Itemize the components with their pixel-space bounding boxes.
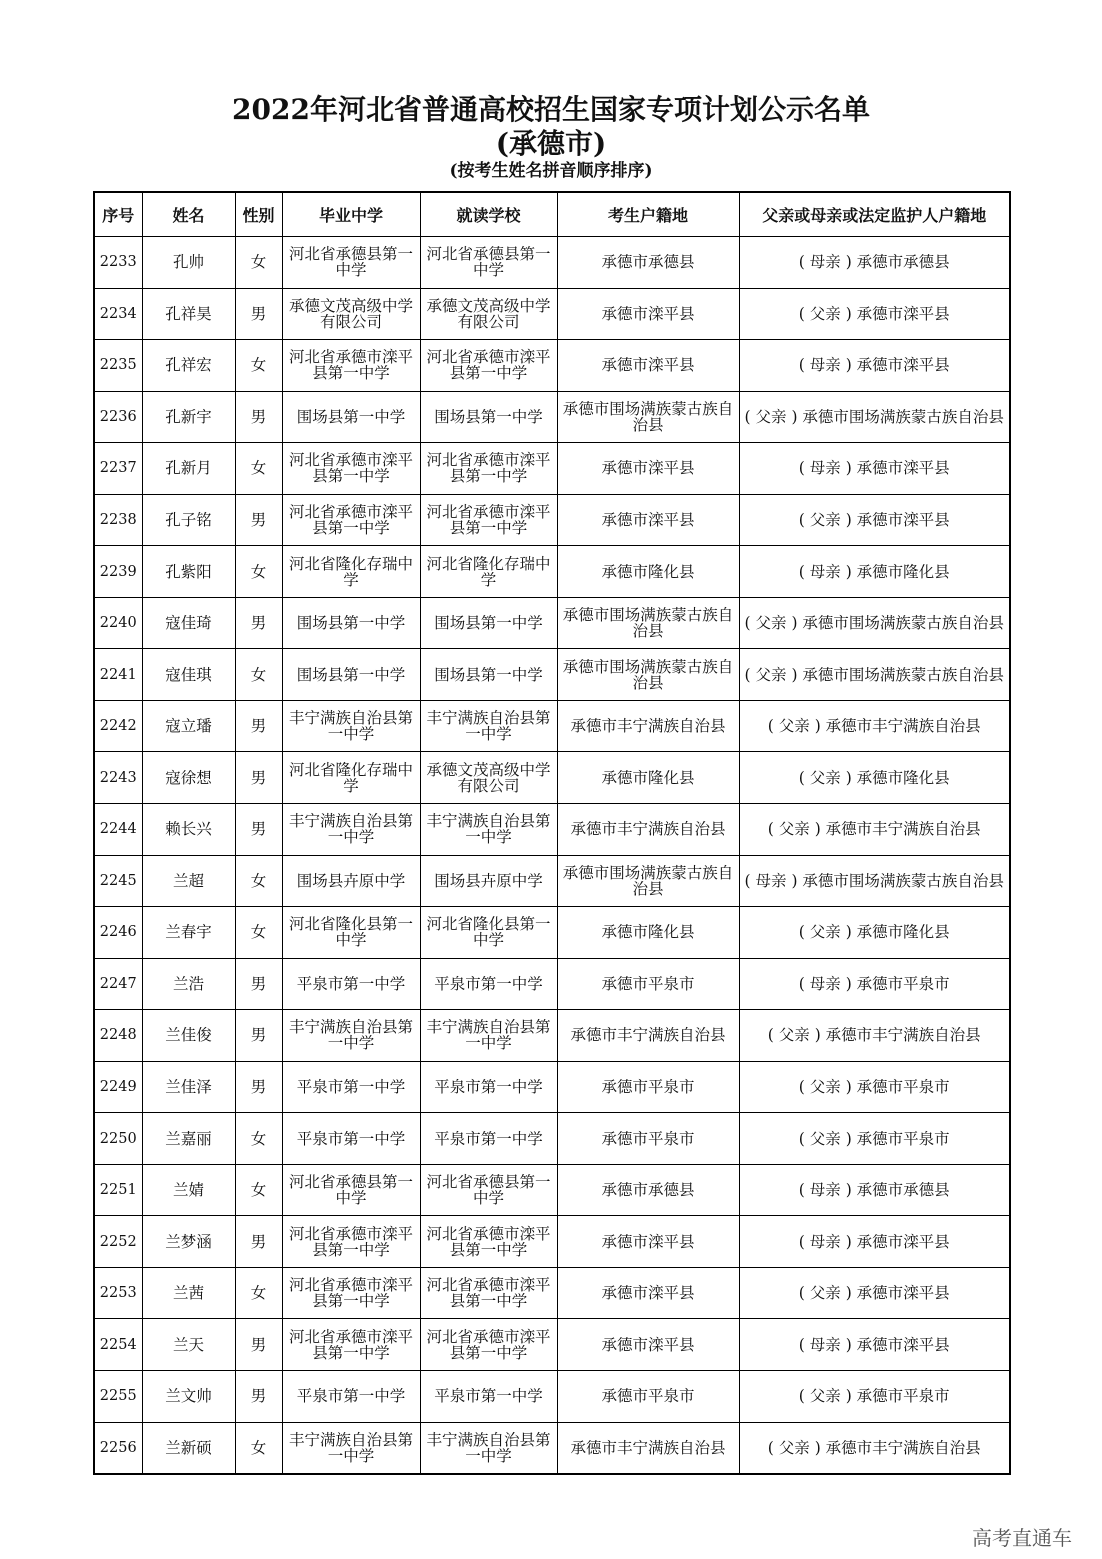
- cell-gender: 男: [235, 804, 282, 856]
- cell-serial: 2256: [94, 1422, 142, 1474]
- cell-current-school: 丰宁满族自治县第一中学: [420, 700, 557, 752]
- cell-gender: 男: [235, 958, 282, 1010]
- cell-student-hukou: 承德市滦平县: [557, 1267, 739, 1319]
- cell-current-school: 围场县第一中学: [420, 597, 557, 649]
- cell-current-school: 河北省承德市滦平县第一中学: [420, 1216, 557, 1268]
- cell-guardian-hukou: ( 母亲 ) 承德市承德县: [739, 1164, 1010, 1216]
- table-row: [94, 1164, 1010, 1216]
- cell-gender: 女: [235, 340, 282, 392]
- table-row: [94, 443, 1010, 495]
- cell-name: 孔祥宏: [142, 340, 235, 392]
- cell-current-school: 河北省承德县第一中学: [420, 1164, 557, 1216]
- cell-guardian-hukou: ( 父亲 ) 承德市滦平县: [739, 288, 1010, 340]
- cell-graduation-school: 河北省承德县第一中学: [282, 237, 420, 289]
- cell-student-hukou: 承德市隆化县: [557, 546, 739, 598]
- table-row: [94, 1113, 1010, 1165]
- cell-graduation-school: 平泉市第一中学: [282, 958, 420, 1010]
- cell-guardian-hukou: ( 母亲 ) 承德市滦平县: [739, 1216, 1010, 1268]
- cell-graduation-school: 河北省承德市滦平县第一中学: [282, 494, 420, 546]
- cell-student-hukou: 承德市丰宁满族自治县: [557, 700, 739, 752]
- cell-serial: 2253: [94, 1267, 142, 1319]
- table-row: [94, 1371, 1010, 1423]
- cell-current-school: 河北省承德市滦平县第一中学: [420, 340, 557, 392]
- header-current-school: 就读学校: [420, 192, 557, 237]
- cell-graduation-school: 河北省隆化存瑞中学: [282, 546, 420, 598]
- cell-serial: 2248: [94, 1010, 142, 1062]
- table-row: [94, 958, 1010, 1010]
- cell-graduation-school: 河北省承德市滦平县第一中学: [282, 1216, 420, 1268]
- cell-current-school: 河北省隆化存瑞中学: [420, 546, 557, 598]
- table-row: [94, 1319, 1010, 1371]
- cell-name: 孔祥昊: [142, 288, 235, 340]
- cell-serial: 2247: [94, 958, 142, 1010]
- cell-gender: 男: [235, 1319, 282, 1371]
- cell-name: 兰茜: [142, 1267, 235, 1319]
- cell-guardian-hukou: ( 母亲 ) 承德市滦平县: [739, 443, 1010, 495]
- cell-graduation-school: 承德文茂高级中学有限公司: [282, 288, 420, 340]
- cell-current-school: 围场县卉原中学: [420, 855, 557, 907]
- cell-serial: 2245: [94, 855, 142, 907]
- cell-student-hukou: 承德市丰宁满族自治县: [557, 1422, 739, 1474]
- cell-current-school: 河北省承德市滦平县第一中学: [420, 494, 557, 546]
- document-subtitle-city: (承德市): [495, 127, 607, 160]
- table-row: [94, 597, 1010, 649]
- cell-student-hukou: 承德市隆化县: [557, 752, 739, 804]
- cell-graduation-school: 河北省承德县第一中学: [282, 1164, 420, 1216]
- cell-gender: 女: [235, 649, 282, 701]
- cell-serial: 2246: [94, 907, 142, 959]
- cell-graduation-school: 平泉市第一中学: [282, 1113, 420, 1165]
- roster-table: [93, 191, 1011, 1475]
- cell-name: 兰新硕: [142, 1422, 235, 1474]
- cell-gender: 女: [235, 1422, 282, 1474]
- cell-current-school: 承德文茂高级中学有限公司: [420, 288, 557, 340]
- cell-current-school: 平泉市第一中学: [420, 1371, 557, 1423]
- cell-name: 孔新宇: [142, 391, 235, 443]
- cell-current-school: 河北省承德县第一中学: [420, 237, 557, 289]
- cell-serial: 2234: [94, 288, 142, 340]
- cell-guardian-hukou: ( 母亲 ) 承德市滦平县: [739, 1319, 1010, 1371]
- cell-guardian-hukou: ( 母亲 ) 承德市围场满族蒙古族自治县: [739, 855, 1010, 907]
- cell-gender: 男: [235, 752, 282, 804]
- cell-gender: 男: [235, 1371, 282, 1423]
- cell-student-hukou: 承德市平泉市: [557, 1371, 739, 1423]
- cell-student-hukou: 承德市滦平县: [557, 1319, 739, 1371]
- cell-graduation-school: 围场县第一中学: [282, 649, 420, 701]
- cell-name: 兰嘉丽: [142, 1113, 235, 1165]
- cell-graduation-school: 平泉市第一中学: [282, 1061, 420, 1113]
- cell-guardian-hukou: ( 父亲 ) 承德市围场满族蒙古族自治县: [739, 597, 1010, 649]
- cell-graduation-school: 河北省隆化县第一中学: [282, 907, 420, 959]
- table-row: [94, 1010, 1010, 1062]
- cell-graduation-school: 围场县第一中学: [282, 597, 420, 649]
- cell-student-hukou: 承德市滦平县: [557, 443, 739, 495]
- table-row: [94, 237, 1010, 289]
- cell-student-hukou: 承德市围场满族蒙古族自治县: [557, 855, 739, 907]
- cell-student-hukou: 承德市滦平县: [557, 1216, 739, 1268]
- cell-gender: 女: [235, 237, 282, 289]
- cell-current-school: 围场县第一中学: [420, 649, 557, 701]
- cell-gender: 女: [235, 1113, 282, 1165]
- cell-gender: 男: [235, 597, 282, 649]
- cell-guardian-hukou: ( 父亲 ) 承德市围场满族蒙古族自治县: [739, 649, 1010, 701]
- cell-graduation-school: 丰宁满族自治县第一中学: [282, 804, 420, 856]
- cell-student-hukou: 承德市滦平县: [557, 494, 739, 546]
- cell-current-school: 河北省承德市滦平县第一中学: [420, 443, 557, 495]
- cell-student-hukou: 承德市平泉市: [557, 958, 739, 1010]
- cell-name: 兰婧: [142, 1164, 235, 1216]
- cell-guardian-hukou: ( 父亲 ) 承德市滦平县: [739, 494, 1010, 546]
- table-row: [94, 649, 1010, 701]
- cell-name: 孔帅: [142, 237, 235, 289]
- cell-guardian-hukou: ( 父亲 ) 承德市丰宁满族自治县: [739, 804, 1010, 856]
- cell-student-hukou: 承德市承德县: [557, 237, 739, 289]
- cell-name: 兰天: [142, 1319, 235, 1371]
- cell-serial: 2235: [94, 340, 142, 392]
- header-gender: 性别: [235, 192, 282, 237]
- cell-guardian-hukou: ( 父亲 ) 承德市滦平县: [739, 1267, 1010, 1319]
- cell-serial: 2233: [94, 237, 142, 289]
- cell-student-hukou: 承德市丰宁满族自治县: [557, 1010, 739, 1062]
- table-row: [94, 546, 1010, 598]
- cell-gender: 女: [235, 907, 282, 959]
- cell-serial: 2238: [94, 494, 142, 546]
- cell-guardian-hukou: ( 母亲 ) 承德市滦平县: [739, 340, 1010, 392]
- cell-graduation-school: 河北省承德市滦平县第一中学: [282, 1267, 420, 1319]
- cell-graduation-school: 丰宁满族自治县第一中学: [282, 700, 420, 752]
- cell-name: 兰文帅: [142, 1371, 235, 1423]
- cell-name: 寇佳琦: [142, 597, 235, 649]
- cell-student-hukou: 承德市围场满族蒙古族自治县: [557, 649, 739, 701]
- table-row: [94, 494, 1010, 546]
- cell-name: 兰浩: [142, 958, 235, 1010]
- cell-name: 孔子铭: [142, 494, 235, 546]
- cell-current-school: 河北省承德市滦平县第一中学: [420, 1267, 557, 1319]
- table-row: [94, 1061, 1010, 1113]
- cell-student-hukou: 承德市承德县: [557, 1164, 739, 1216]
- cell-name: 兰春宇: [142, 907, 235, 959]
- cell-name: 寇立璠: [142, 700, 235, 752]
- table-row: [94, 288, 1010, 340]
- cell-serial: 2242: [94, 700, 142, 752]
- table-row: [94, 752, 1010, 804]
- cell-student-hukou: 承德市围场满族蒙古族自治县: [557, 391, 739, 443]
- cell-gender: 男: [235, 1216, 282, 1268]
- cell-graduation-school: 围场县第一中学: [282, 391, 420, 443]
- cell-name: 兰梦涵: [142, 1216, 235, 1268]
- cell-gender: 男: [235, 700, 282, 752]
- table-row: [94, 391, 1010, 443]
- cell-current-school: 平泉市第一中学: [420, 958, 557, 1010]
- header-serial: 序号: [94, 192, 142, 237]
- table-header-row: [94, 192, 1010, 237]
- cell-serial: 2254: [94, 1319, 142, 1371]
- cell-serial: 2236: [94, 391, 142, 443]
- cell-graduation-school: 河北省承德市滦平县第一中学: [282, 340, 420, 392]
- cell-guardian-hukou: ( 父亲 ) 承德市丰宁满族自治县: [739, 1422, 1010, 1474]
- table-row: [94, 700, 1010, 752]
- cell-name: 孔新月: [142, 443, 235, 495]
- table-row: [94, 804, 1010, 856]
- cell-guardian-hukou: ( 母亲 ) 承德市承德县: [739, 237, 1010, 289]
- table-row: [94, 340, 1010, 392]
- cell-gender: 女: [235, 1267, 282, 1319]
- cell-gender: 男: [235, 1010, 282, 1062]
- cell-name: 兰佳泽: [142, 1061, 235, 1113]
- header-guardian-hukou: 父亲或母亲或法定监护人户籍地: [739, 192, 1010, 237]
- cell-serial: 2249: [94, 1061, 142, 1113]
- table-row: [94, 855, 1010, 907]
- cell-serial: 2237: [94, 443, 142, 495]
- cell-serial: 2239: [94, 546, 142, 598]
- cell-student-hukou: 承德市丰宁满族自治县: [557, 804, 739, 856]
- cell-current-school: 丰宁满族自治县第一中学: [420, 1422, 557, 1474]
- cell-student-hukou: 承德市滦平县: [557, 288, 739, 340]
- table-row: [94, 1267, 1010, 1319]
- cell-student-hukou: 承德市隆化县: [557, 907, 739, 959]
- cell-student-hukou: 承德市滦平县: [557, 340, 739, 392]
- cell-serial: 2240: [94, 597, 142, 649]
- cell-guardian-hukou: ( 父亲 ) 承德市隆化县: [739, 752, 1010, 804]
- cell-current-school: 平泉市第一中学: [420, 1113, 557, 1165]
- cell-gender: 女: [235, 855, 282, 907]
- cell-gender: 女: [235, 443, 282, 495]
- header-name: 姓名: [142, 192, 235, 237]
- cell-serial: 2255: [94, 1371, 142, 1423]
- cell-graduation-school: 围场县卉原中学: [282, 855, 420, 907]
- cell-student-hukou: 承德市平泉市: [557, 1061, 739, 1113]
- cell-graduation-school: 丰宁满族自治县第一中学: [282, 1422, 420, 1474]
- cell-guardian-hukou: ( 父亲 ) 承德市围场满族蒙古族自治县: [739, 391, 1010, 443]
- cell-current-school: 承德文茂高级中学有限公司: [420, 752, 557, 804]
- cell-gender: 男: [235, 391, 282, 443]
- cell-current-school: 丰宁满族自治县第一中学: [420, 1010, 557, 1062]
- cell-serial: 2241: [94, 649, 142, 701]
- cell-name: 兰佳俊: [142, 1010, 235, 1062]
- header-graduation-school: 毕业中学: [282, 192, 420, 237]
- table-row: [94, 907, 1010, 959]
- cell-guardian-hukou: ( 父亲 ) 承德市丰宁满族自治县: [739, 1010, 1010, 1062]
- cell-guardian-hukou: ( 父亲 ) 承德市平泉市: [739, 1371, 1010, 1423]
- table-row: [94, 1216, 1010, 1268]
- cell-name: 孔紫阳: [142, 546, 235, 598]
- cell-guardian-hukou: ( 母亲 ) 承德市隆化县: [739, 546, 1010, 598]
- cell-graduation-school: 丰宁满族自治县第一中学: [282, 1010, 420, 1062]
- cell-gender: 男: [235, 494, 282, 546]
- cell-name: 寇徐想: [142, 752, 235, 804]
- cell-student-hukou: 承德市平泉市: [557, 1113, 739, 1165]
- cell-guardian-hukou: ( 母亲 ) 承德市平泉市: [739, 958, 1010, 1010]
- header-student-hukou: 考生户籍地: [557, 192, 739, 237]
- cell-gender: 男: [235, 1061, 282, 1113]
- cell-graduation-school: 河北省承德市滦平县第一中学: [282, 1319, 420, 1371]
- cell-serial: 2251: [94, 1164, 142, 1216]
- cell-gender: 女: [235, 546, 282, 598]
- cell-name: 赖长兴: [142, 804, 235, 856]
- cell-current-school: 河北省承德市滦平县第一中学: [420, 1319, 557, 1371]
- cell-serial: 2244: [94, 804, 142, 856]
- table-row: [94, 1422, 1010, 1474]
- cell-guardian-hukou: ( 父亲 ) 承德市丰宁满族自治县: [739, 700, 1010, 752]
- document-subtitle-sort-note: (按考生姓名拼音顺序排序): [449, 161, 653, 181]
- cell-gender: 男: [235, 288, 282, 340]
- cell-current-school: 围场县第一中学: [420, 391, 557, 443]
- cell-student-hukou: 承德市围场满族蒙古族自治县: [557, 597, 739, 649]
- cell-guardian-hukou: ( 父亲 ) 承德市隆化县: [739, 907, 1010, 959]
- cell-current-school: 丰宁满族自治县第一中学: [420, 804, 557, 856]
- document-title: 2022年河北省普通高校招生国家专项计划公示名单: [232, 93, 870, 126]
- cell-serial: 2243: [94, 752, 142, 804]
- cell-current-school: 平泉市第一中学: [420, 1061, 557, 1113]
- cell-graduation-school: 平泉市第一中学: [282, 1371, 420, 1423]
- cell-current-school: 河北省隆化县第一中学: [420, 907, 557, 959]
- cell-serial: 2252: [94, 1216, 142, 1268]
- table-body: [94, 237, 1010, 1475]
- cell-graduation-school: 河北省隆化存瑞中学: [282, 752, 420, 804]
- cell-guardian-hukou: ( 父亲 ) 承德市平泉市: [739, 1061, 1010, 1113]
- watermark: 高考直通车: [972, 1526, 1072, 1550]
- cell-serial: 2250: [94, 1113, 142, 1165]
- cell-gender: 女: [235, 1164, 282, 1216]
- cell-guardian-hukou: ( 父亲 ) 承德市平泉市: [739, 1113, 1010, 1165]
- cell-name: 兰超: [142, 855, 235, 907]
- cell-graduation-school: 河北省承德市滦平县第一中学: [282, 443, 420, 495]
- cell-name: 寇佳琪: [142, 649, 235, 701]
